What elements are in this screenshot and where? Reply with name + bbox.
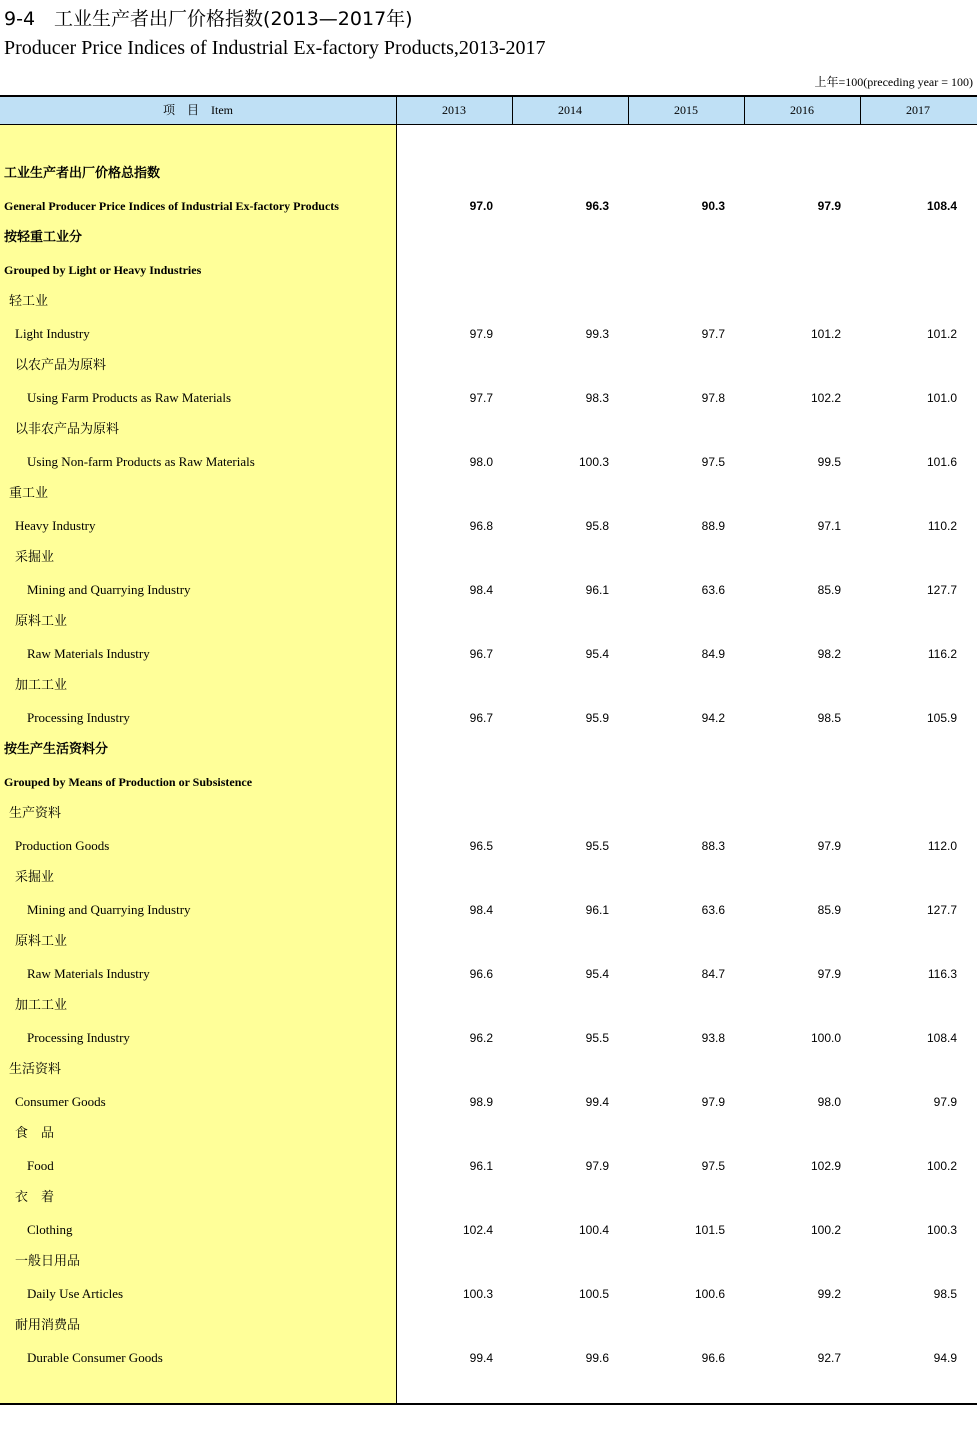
table-row	[0, 606, 977, 638]
value-cell-2015: 63.6	[701, 903, 725, 917]
row-label-chinese: 工业生产者出厂价格总指数	[4, 166, 161, 181]
row-label-english: Grouped by Light or Heavy Industries	[4, 263, 202, 277]
value-cell-2016: 97.9	[817, 967, 841, 981]
value-cell-2015: 84.9	[701, 647, 725, 661]
page-title-english: Producer Price Indices of Industrial Ex-factory Products,2013-2017	[4, 37, 546, 59]
table-row	[0, 446, 977, 478]
table-row	[0, 510, 977, 542]
value-cell-2016: 97.1	[817, 519, 841, 533]
value-cell-2016: 102.9	[810, 1159, 841, 1173]
table-row	[0, 894, 977, 926]
value-cell-2015: 88.3	[701, 839, 725, 853]
table-row	[0, 542, 977, 574]
value-cell-2014: 95.4	[585, 967, 609, 981]
row-label-chinese: 采掘业	[15, 870, 55, 885]
table-row	[0, 222, 977, 254]
row-label-english: Food	[27, 1158, 54, 1173]
row-label-chinese: 食 品	[15, 1126, 55, 1141]
header-year-2013: 2013	[442, 103, 466, 117]
table-row	[0, 1022, 977, 1054]
row-label-chinese: 原料工业	[15, 614, 68, 629]
table-bottom-rule	[0, 1403, 977, 1405]
value-cell-2015: 90.3	[701, 199, 725, 213]
value-cell-2017: 108.4	[926, 1031, 957, 1045]
header-year-2016: 2016	[790, 103, 814, 117]
value-cell-2017: 110.2	[927, 519, 957, 533]
value-cell-2016: 100.2	[810, 1223, 841, 1237]
value-cell-2015: 88.9	[701, 519, 725, 533]
value-cell-2015: 97.8	[701, 391, 725, 405]
value-cell-2013: 97.9	[469, 327, 493, 341]
row-label-chinese: 原料工业	[15, 934, 68, 949]
row-label-english: Clothing	[27, 1222, 73, 1237]
row-label-english: Raw Materials Industry	[27, 966, 150, 981]
value-cell-2016: 98.5	[817, 711, 841, 725]
value-cell-2015: 84.7	[701, 967, 725, 981]
table-row	[0, 1054, 977, 1086]
value-cell-2016: 97.9	[817, 199, 841, 213]
value-cell-2013: 97.0	[469, 199, 493, 213]
value-cell-2013: 96.2	[469, 1031, 493, 1045]
value-cell-2014: 99.4	[585, 1095, 609, 1109]
value-cell-2016: 100.0	[810, 1031, 841, 1045]
table-row	[0, 286, 977, 318]
value-cell-2017: 116.3	[927, 967, 957, 981]
value-cell-2015: 100.6	[694, 1287, 725, 1301]
row-label-chinese: 加工工业	[15, 678, 68, 693]
value-cell-2016: 97.9	[817, 839, 841, 853]
table-row	[0, 574, 977, 606]
value-cell-2017: 108.4	[926, 199, 957, 213]
value-cell-2016: 99.5	[817, 455, 841, 469]
header-column-divider	[628, 97, 629, 124]
row-label-english: Using Non-farm Products as Raw Materials	[27, 454, 255, 469]
row-label-chinese: 重工业	[9, 486, 49, 501]
row-label-english: Consumer Goods	[15, 1094, 106, 1109]
header-item-label: 项 目 Item	[163, 103, 233, 117]
header-column-divider	[744, 97, 745, 124]
row-label-english: Processing Industry	[27, 710, 130, 725]
value-cell-2013: 100.3	[462, 1287, 493, 1301]
value-cell-2015: 97.9	[701, 1095, 725, 1109]
value-cell-2016: 102.2	[810, 391, 841, 405]
row-label-english: Processing Industry	[27, 1030, 130, 1045]
table-row	[0, 702, 977, 734]
page-title-chinese: 9-4 工业生产者出厂价格指数(2013—2017年)	[4, 8, 413, 30]
table-row	[0, 382, 977, 414]
table-row	[0, 990, 977, 1022]
value-cell-2017: 100.3	[926, 1223, 957, 1237]
value-cell-2015: 63.6	[701, 583, 725, 597]
header-year-2017: 2017	[906, 103, 930, 117]
row-label-chinese: 衣 着	[15, 1190, 55, 1205]
value-cell-2013: 98.0	[469, 455, 493, 469]
value-cell-2014: 96.1	[585, 583, 609, 597]
row-label-english: General Producer Price Indices of Industrial Ex-factory Products	[4, 199, 339, 213]
value-cell-2017: 112.0	[927, 839, 957, 853]
table-row	[0, 1310, 977, 1342]
table-row	[0, 862, 977, 894]
value-cell-2014: 99.3	[585, 327, 609, 341]
table-row	[0, 1342, 977, 1374]
row-label-chinese: 生产资料	[9, 806, 62, 821]
value-cell-2015: 96.6	[701, 1351, 725, 1365]
row-label-english: Grouped by Means of Production or Subsistence	[4, 775, 253, 789]
value-cell-2014: 95.5	[585, 1031, 609, 1045]
row-label-chinese: 加工工业	[15, 998, 68, 1013]
table-row	[0, 1278, 977, 1310]
value-cell-2013: 96.7	[469, 711, 493, 725]
row-label-chinese: 以非农产品为原料	[15, 422, 120, 437]
row-label-english: Daily Use Articles	[27, 1286, 124, 1301]
table-row	[0, 798, 977, 830]
table-row	[0, 1246, 977, 1278]
table-row	[0, 158, 977, 190]
row-label-chinese: 按轻重工业分	[4, 230, 83, 245]
row-label-english: Using Farm Products as Raw Materials	[27, 390, 232, 405]
value-cell-2013: 98.4	[469, 903, 493, 917]
value-cell-2015: 93.8	[701, 1031, 725, 1045]
value-cell-2013: 99.4	[469, 1351, 493, 1365]
value-cell-2016: 85.9	[817, 583, 841, 597]
value-cell-2017: 101.6	[926, 455, 957, 469]
value-cell-2014: 100.5	[578, 1287, 609, 1301]
value-cell-2013: 98.9	[469, 1095, 493, 1109]
value-cell-2013: 102.4	[462, 1223, 493, 1237]
value-cell-2013: 97.7	[469, 391, 493, 405]
table-row	[0, 1086, 977, 1118]
value-cell-2015: 101.5	[694, 1223, 725, 1237]
value-cell-2014: 100.4	[578, 1223, 609, 1237]
table-row	[0, 414, 977, 446]
unit-note: 上年=100(preceding year = 100)	[814, 75, 973, 89]
value-cell-2014: 95.9	[585, 711, 609, 725]
value-cell-2015: 97.5	[701, 1159, 725, 1173]
row-label-english: Durable Consumer Goods	[27, 1350, 163, 1365]
value-cell-2017: 116.2	[927, 647, 957, 661]
table-row	[0, 766, 977, 798]
value-cell-2017: 101.2	[926, 327, 957, 341]
table-row	[0, 478, 977, 510]
header-rule	[0, 124, 977, 125]
header-column-divider	[860, 97, 861, 124]
table-top-rule	[0, 95, 977, 97]
value-cell-2017: 100.2	[926, 1159, 957, 1173]
table-row	[0, 830, 977, 862]
value-cell-2014: 95.4	[585, 647, 609, 661]
value-cell-2013: 96.6	[469, 967, 493, 981]
value-cell-2016: 98.2	[817, 647, 841, 661]
value-cell-2017: 98.5	[933, 1287, 957, 1301]
value-cell-2016: 101.2	[810, 327, 841, 341]
value-cell-2017: 94.9	[933, 1351, 957, 1365]
value-cell-2017: 97.9	[933, 1095, 957, 1109]
row-label-english: Production Goods	[15, 838, 110, 853]
header-column-divider	[512, 97, 513, 124]
value-cell-2013: 96.7	[469, 647, 493, 661]
row-label-english: Mining and Quarrying Industry	[27, 902, 191, 917]
value-cell-2014: 96.1	[585, 903, 609, 917]
value-cell-2017: 127.7	[926, 903, 957, 917]
row-label-english: Light Industry	[15, 326, 90, 341]
value-cell-2017: 127.7	[926, 583, 957, 597]
value-cell-2015: 97.5	[701, 455, 725, 469]
row-label-chinese: 生活资料	[9, 1062, 62, 1077]
value-cell-2013: 98.4	[469, 583, 493, 597]
header-year-2015: 2015	[674, 103, 698, 117]
value-cell-2017: 101.0	[926, 391, 957, 405]
value-cell-2013: 96.5	[469, 839, 493, 853]
table-row	[0, 1118, 977, 1150]
row-label-chinese: 采掘业	[15, 550, 55, 565]
row-label-chinese: 一般日用品	[15, 1254, 81, 1269]
table-row	[0, 1150, 977, 1182]
value-cell-2015: 97.7	[701, 327, 725, 341]
table-row	[0, 734, 977, 766]
value-cell-2014: 99.6	[585, 1351, 609, 1365]
value-cell-2014: 96.3	[585, 199, 609, 213]
header-year-2014: 2014	[558, 103, 582, 117]
value-cell-2013: 96.8	[469, 519, 493, 533]
table-row	[0, 350, 977, 382]
value-cell-2016: 92.7	[817, 1351, 841, 1365]
table-row	[0, 638, 977, 670]
value-cell-2013: 96.1	[469, 1159, 493, 1173]
value-cell-2014: 97.9	[585, 1159, 609, 1173]
table-row	[0, 926, 977, 958]
value-cell-2017: 105.9	[926, 711, 957, 725]
value-cell-2016: 85.9	[817, 903, 841, 917]
table-row	[0, 254, 977, 286]
table-row	[0, 1214, 977, 1246]
row-label-english: Mining and Quarrying Industry	[27, 582, 191, 597]
table-row	[0, 190, 977, 222]
value-cell-2016: 98.0	[817, 1095, 841, 1109]
value-cell-2014: 98.3	[585, 391, 609, 405]
table-row	[0, 318, 977, 350]
table-row	[0, 1182, 977, 1214]
value-cell-2014: 100.3	[578, 455, 609, 469]
row-label-chinese: 以农产品为原料	[15, 358, 107, 373]
row-label-english: Raw Materials Industry	[27, 646, 150, 661]
row-label-chinese: 按生产生活资料分	[4, 742, 109, 757]
row-label-english: Heavy Industry	[15, 518, 96, 533]
price-index-table	[0, 95, 977, 1406]
table-row	[0, 958, 977, 990]
table-row	[0, 670, 977, 702]
table-header	[0, 97, 977, 124]
value-cell-2014: 95.5	[585, 839, 609, 853]
value-cell-2015: 94.2	[701, 711, 725, 725]
value-cell-2016: 99.2	[817, 1287, 841, 1301]
value-cell-2014: 95.8	[585, 519, 609, 533]
row-label-chinese: 耐用消费品	[15, 1318, 81, 1333]
row-label-chinese: 轻工业	[9, 294, 49, 309]
